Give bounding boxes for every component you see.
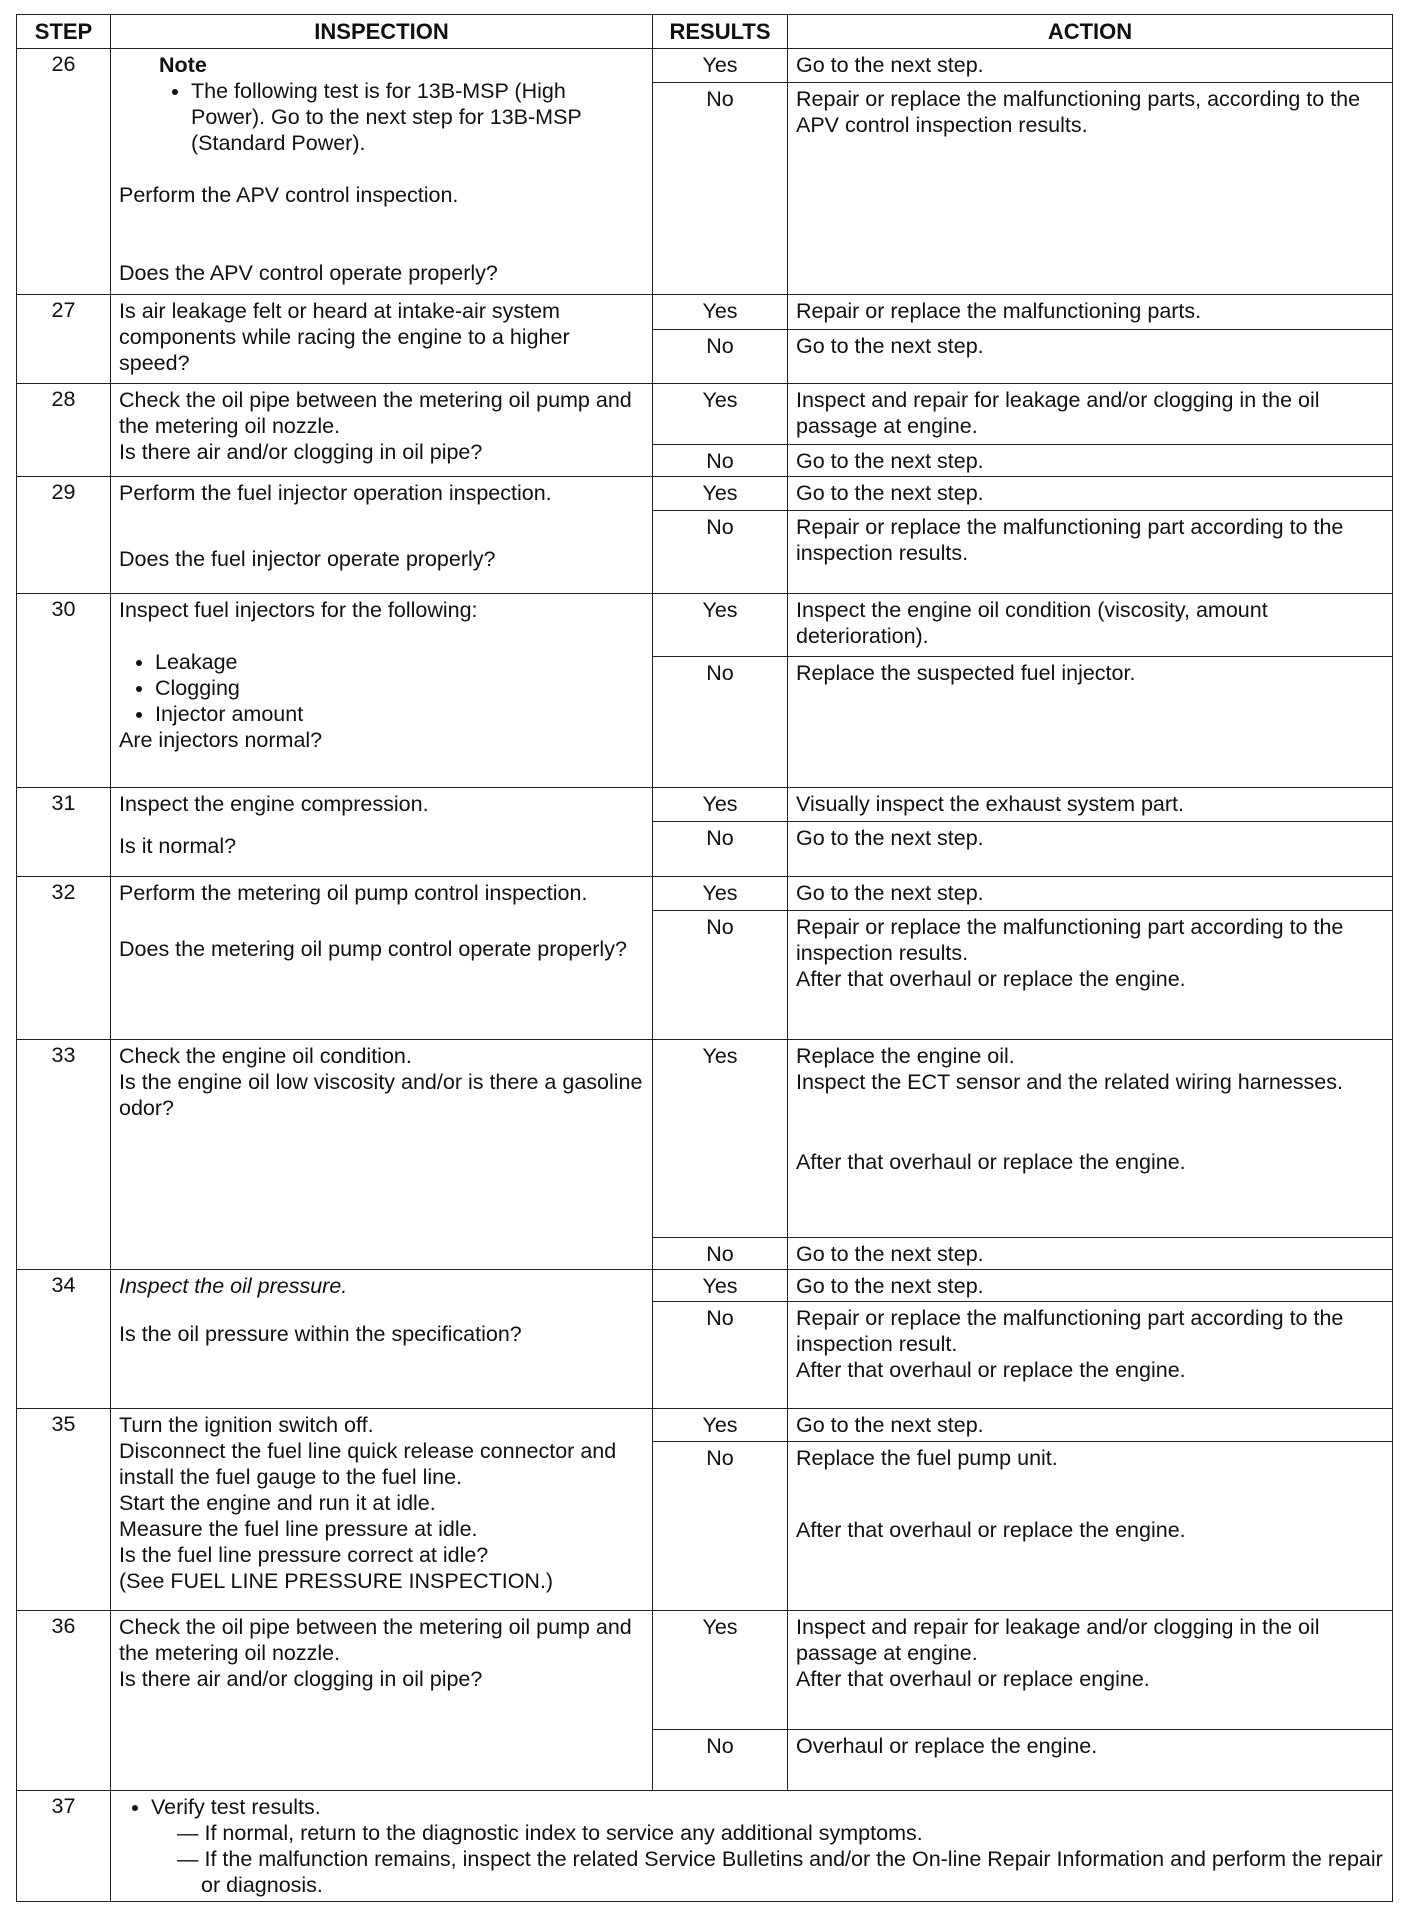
header-results: RESULTS [653,15,788,49]
action-cell: Replace the engine oil. Inspect the ECT sensor and the related wiring harnesses. After that overhaul or replace the engine. [788,1040,1393,1238]
result-yes: Yes [653,49,788,83]
result-yes: Yes [653,1611,788,1730]
list-item: • Leakage [155,649,644,675]
action-cell: Replace the fuel pump unit. After that overhaul or replace the engine. [788,1441,1393,1611]
bullet-list [119,649,644,727]
action-cell: Repair or replace the malfunctioning parts. [788,295,1393,329]
table-row [17,876,1393,910]
table-row [17,476,1393,510]
sub-item: — If the malfunction remains, inspect the related Service Bulletins and/or the On-line Repair Information and perform the repair or diagnosis. [177,1846,1383,1897]
action-followup: After that overhaul or replace the engine. [796,1150,1186,1175]
list-item: • Verify test results. — If normal, return to the diagnostic index to service any additional symptoms. — If the malfunction remains, inspect the related Service Bulletins and/or the On-line Repair Information and perform the repair or diagnosis. [151,1794,1384,1898]
inspection-cell: Check the engine oil condition. Is the engine oil low viscosity and/or is there a gasoline odor? [111,1040,653,1270]
result-no: No [653,1302,788,1409]
step-number: 33 [17,1040,111,1270]
sub-item: — If normal, return to the diagnostic index to service any additional symptoms. [177,1820,923,1845]
inspection-cell: Is air leakage felt or heard at intake-air system components while racing the engine to a higher speed? [111,295,653,384]
note-list [119,78,644,156]
action-cell: Go to the next step. [788,49,1393,83]
action-cell: Go to the next step. [788,476,1393,510]
inspection-question: Does the APV control operate properly? [119,261,498,285]
table-row [17,593,1393,656]
table-row [17,1270,1393,1302]
table-row [17,295,1393,329]
action-cell: Go to the next step. [788,329,1393,384]
result-yes: Yes [653,1040,788,1238]
action-cell: Repair or replace the malfunctioning part according to the inspection result. After that overhaul or replace the engine. [788,1302,1393,1409]
step-number: 35 [17,1409,111,1611]
list-item: • Injector amount [155,701,644,727]
action-cell: Visually inspect the exhaust system part. [788,787,1393,821]
inspection-cell: Perform the metering oil pump control inspection. Does the metering oil pump control operate properly? [111,876,653,1039]
action-cell: Inspect the engine oil condition (viscosity, amount deterioration). [788,593,1393,656]
note-title: Note [159,53,207,77]
step-number: 30 [17,593,111,787]
action-cell: Go to the next step. [788,1409,1393,1441]
note-item: • The following test is for 13B-MSP (High Power). Go to the next step for 13B-MSP (Standard Power). [191,78,644,156]
table-row [17,1409,1393,1441]
step-number: 29 [17,476,111,593]
result-yes: Yes [653,476,788,510]
action-cell: Replace the suspected fuel injector. [788,656,1393,787]
list-item: • Clogging [155,675,644,701]
inspection-question: Are injectors normal? [119,727,323,752]
result-yes: Yes [653,1270,788,1302]
inspection-cell [111,49,653,295]
inspection-cell: Check the oil pipe between the metering oil pump and the metering oil nozzle. Is there air and/or clogging in oil pipe? [111,384,653,477]
table-row [17,1611,1393,1730]
action-cell: Repair or replace the malfunctioning parts, according to the APV control inspection results. [788,83,1393,295]
result-no: No [653,1441,788,1611]
result-no: No [653,910,788,1039]
inspection-question: Is the oil pressure within the specification? [119,1322,522,1347]
inspection-cell: Inspect fuel injectors for the following: • Leakage • Clogging • Injector amount Are injectors normal? [111,593,653,787]
header-row [17,15,1393,49]
result-no: No [653,822,788,877]
step-number: 31 [17,787,111,876]
header-step: STEP [17,15,111,49]
header-inspection: INSPECTION [111,15,653,49]
inspection-cell: Inspect the oil pressure. Is the oil pressure within the specification? [111,1270,653,1409]
table-row [17,49,1393,83]
table-row [17,1040,1393,1238]
inspection-question: Does the metering oil pump control operate properly? [119,936,627,961]
result-yes: Yes [653,787,788,821]
action-cell: Go to the next step. [788,876,1393,910]
step-number: 36 [17,1611,111,1791]
inspection-cell: Perform the fuel injector operation inspection. Does the fuel injector operate properly? [111,476,653,593]
step-number: 37 [17,1790,111,1901]
action-cell: Repair or replace the malfunctioning part according to the inspection results. After that overhaul or replace the engine. [788,910,1393,1039]
action-cell: Inspect and repair for leakage and/or clogging in the oil passage at engine. [788,384,1393,445]
table-row [17,1790,1393,1901]
result-no: No [653,444,788,476]
result-no: No [653,1237,788,1269]
action-cell: Overhaul or replace the engine. [788,1730,1393,1791]
result-yes: Yes [653,384,788,445]
action-followup: After that overhaul or replace the engine. [796,1517,1186,1542]
header-action: ACTION [788,15,1393,49]
bullet-list [129,1794,1384,1898]
inspection-question: Does the fuel injector operate properly? [119,546,496,571]
step-number: 26 [17,49,111,295]
action-cell: Go to the next step. [788,822,1393,877]
action-cell: Go to the next step. [788,444,1393,476]
result-no: No [653,83,788,295]
result-yes: Yes [653,1409,788,1441]
inspection-text: Perform the APV control inspection. [119,183,459,207]
action-cell: Go to the next step. [788,1237,1393,1269]
inspection-cell: Check the oil pipe between the metering oil pump and the metering oil nozzle. Is there air and/or clogging in oil pipe? [111,1611,653,1791]
step-number: 27 [17,295,111,384]
final-instructions [111,1790,1393,1901]
step-number: 32 [17,876,111,1039]
inspection-question: Is it normal? [119,833,237,858]
result-yes: Yes [653,295,788,329]
diagnostic-table [16,14,1393,1902]
result-no: No [653,656,788,787]
result-no: No [653,511,788,594]
action-cell: Repair or replace the malfunctioning part according to the inspection results. [788,511,1393,594]
table-row [17,787,1393,821]
step-number: 28 [17,384,111,477]
action-cell: Inspect and repair for leakage and/or clogging in the oil passage at engine. After that overhaul or replace engine. [788,1611,1393,1730]
result-yes: Yes [653,876,788,910]
inspection-cell: Turn the ignition switch off. Disconnect the fuel line quick release connector and install the fuel gauge to the fuel line. Start the engine and run it at idle. Measure the fuel line pressure at idle. Is the fuel line pressure correct at idle? (See FUEL LINE PRESSURE INSPECTION.) [111,1409,653,1611]
result-no: No [653,1730,788,1791]
result-yes: Yes [653,593,788,656]
step-number: 34 [17,1270,111,1409]
result-no: No [653,329,788,384]
action-cell: Go to the next step. [788,1270,1393,1302]
table-row [17,384,1393,445]
inspection-cell: Inspect the engine compression. Is it normal? [111,787,653,876]
